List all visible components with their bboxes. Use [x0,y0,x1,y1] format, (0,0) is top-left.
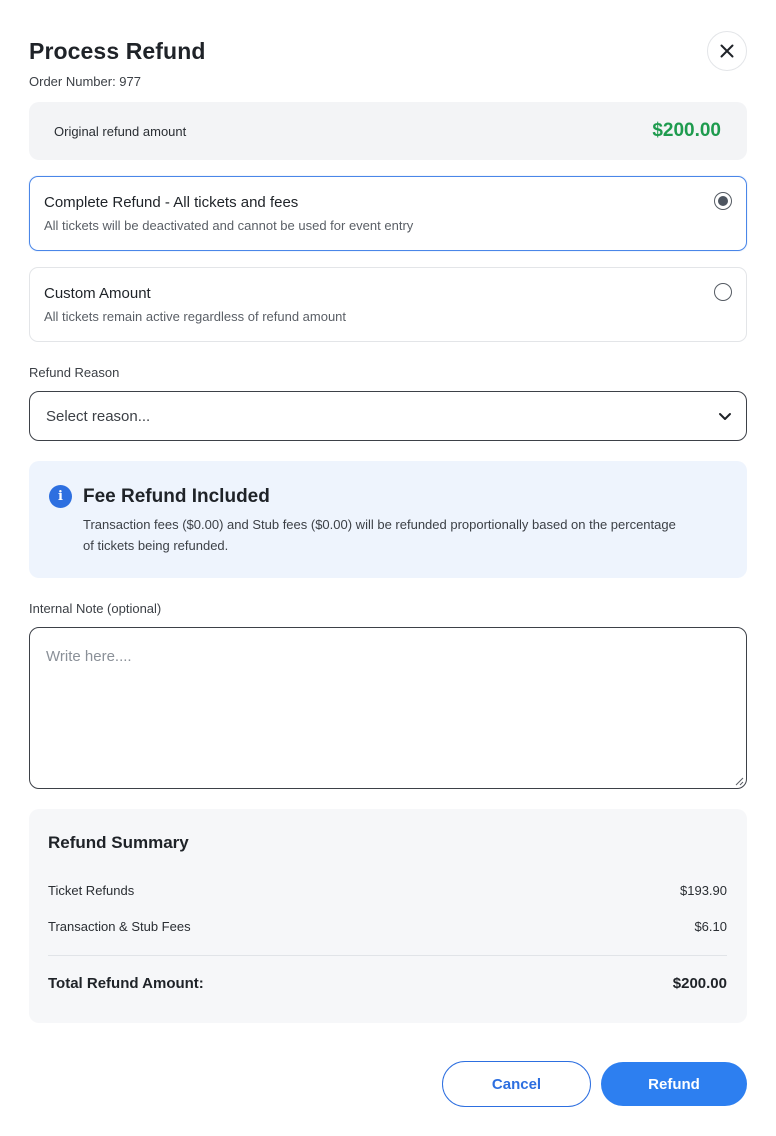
summary-row-value: $193.90 [680,883,727,898]
option-description: All tickets will be deactivated and cannot be used for event entry [44,218,414,233]
option-title: Complete Refund - All tickets and fees [44,194,299,211]
radio-complete-refund[interactable] [714,192,732,210]
refund-reason-select[interactable] [29,391,747,441]
internal-note-textarea[interactable] [29,627,747,789]
fee-refund-info [29,461,747,578]
option-title: Custom Amount [44,285,151,302]
dialog-title: Process Refund [29,38,206,64]
total-value: $200.00 [672,975,727,992]
summary-row-ticket-refunds [48,883,727,898]
dialog-header [29,38,206,89]
summary-row-fees [48,919,727,934]
resize-handle-icon[interactable] [734,776,744,786]
close-button[interactable] [707,31,747,71]
info-text: Transaction fees ($0.00) and Stub fees ($0.00) will be refunded proportionally based on the percentage of tickets being refunded. [83,517,676,553]
option-custom-amount[interactable] [29,267,747,342]
option-description: All tickets remain active regardless of refund amount [44,309,347,324]
summary-row-label: Ticket Refunds [48,883,135,898]
radio-selected-dot [718,196,728,206]
info-icon: i [49,485,72,508]
internal-note-label: Internal Note (optional) [29,601,162,616]
summary-divider [48,955,727,956]
summary-title: Refund Summary [48,833,189,852]
cancel-button[interactable]: Cancel [442,1061,591,1107]
radio-custom-amount[interactable] [714,283,732,301]
total-label: Total Refund Amount: [48,975,204,992]
original-amount-box [29,102,747,160]
info-title: Fee Refund Included [83,485,270,507]
summary-row-label: Transaction & Stub Fees [48,919,191,934]
refund-reason-value: Select reason... [46,407,151,425]
chevron-down-icon [718,412,732,421]
internal-note-placeholder: Write here.... [46,648,132,665]
original-amount-value: $200.00 [652,120,721,141]
close-icon [720,44,734,58]
original-amount-label: Original refund amount [54,123,187,139]
refund-summary [29,809,747,1023]
summary-row-value: $6.10 [694,919,727,934]
order-number: Order Number: 977 [29,74,141,89]
option-complete-refund[interactable] [29,176,747,251]
summary-total [48,975,727,992]
refund-reason-label: Refund Reason [29,365,120,380]
refund-button[interactable]: Refund [601,1062,747,1106]
